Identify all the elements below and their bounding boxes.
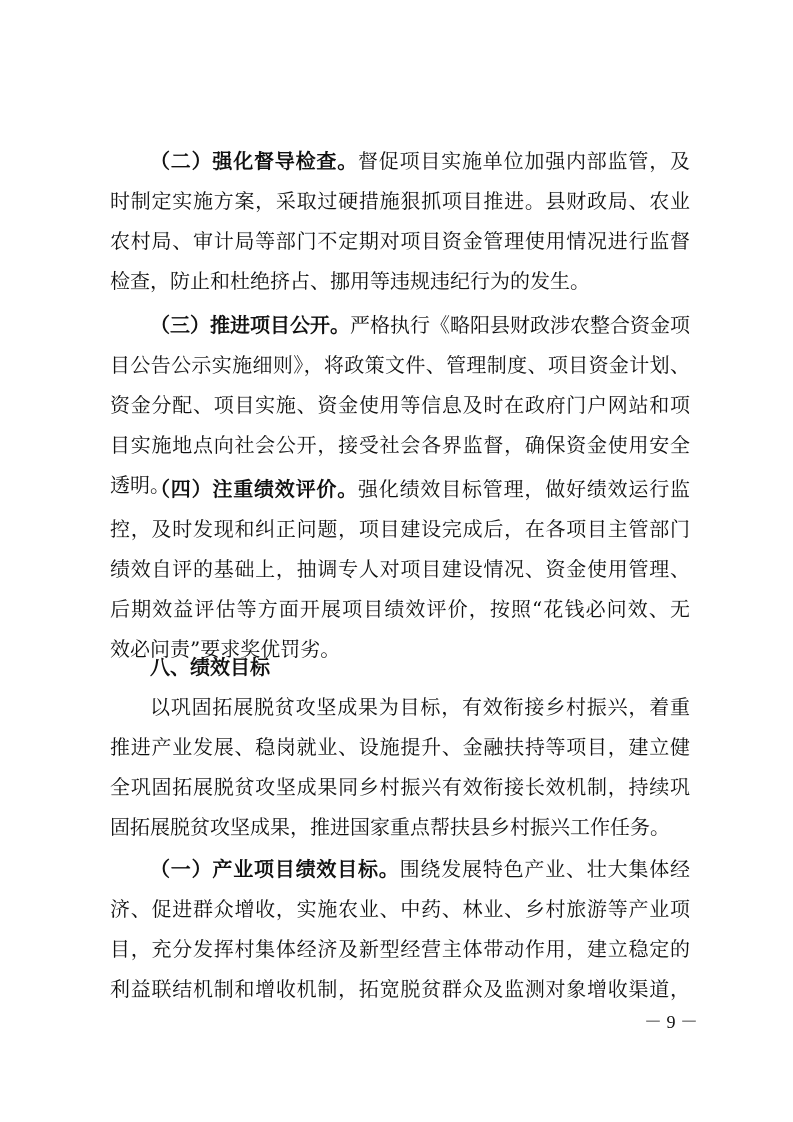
paragraph-line (150, 850, 690, 888)
paragraph-line: 推进产业发展、稳岗就业、设施提升、金融扶持等项目，建立健 (110, 735, 690, 759)
section-heading: 八、绩效目标 (150, 655, 270, 679)
paragraph-line: 以巩固拓展脱贫攻坚成果为目标，有效衔接乡村振兴，着重 (150, 695, 690, 719)
paragraph-lead: （二）强化督导检查。 (150, 149, 358, 173)
paragraph-line: 透明。 (110, 473, 170, 497)
page-number: － 9 － (644, 1012, 698, 1032)
paragraph-lead: （三）推进项目公开。 (150, 313, 350, 337)
paragraph-line: 济、促进群众增收，实施农业、中药、林业、乡村旅游等产业项 (110, 897, 690, 921)
paragraph-text: 强化绩效目标管理，做好绩效运行监 (358, 477, 690, 501)
paragraph-line: 控，及时发现和纠正问题，项目建设完成后，在各项目主管部门 (110, 517, 690, 541)
paragraph-line: 时制定实施方案，采取过硬措施狠抓项目推进。县财政局、农业 (110, 189, 690, 213)
paragraph-line: 后期效益评估等方面开展项目绩效评价，按照“花钱必问效、无 (110, 597, 690, 621)
paragraph-lead: （四）注重绩效评价。 (150, 477, 358, 501)
paragraph-line: 农村局、审计局等部门不定期对项目资金管理使用情况进行监督 (110, 229, 690, 253)
paragraph-text: 围绕发展特色产业、壮大集体经 (399, 857, 691, 881)
paragraph-line: 目公告公示实施细则》，将政策文件、管理制度、项目资金计划、 (110, 353, 690, 377)
paragraph-text: 严格执行《略阳县财政涉农整合资金项 (350, 313, 690, 337)
paragraph-line (150, 470, 690, 508)
paragraph-line: 全巩固拓展脱贫攻坚成果同乡村振兴有效衔接长效机制，持续巩 (110, 775, 690, 799)
paragraph-line: 利益联结机制和增收机制，拓宽脱贫群众及监测对象增收渠道， (110, 977, 690, 1001)
paragraph-lead: （一）产业项目绩效目标。 (150, 857, 400, 881)
paragraph-line: 目，充分发挥村集体经济及新型经营主体带动作用，建立稳定的 (110, 937, 690, 961)
paragraph-line: 绩效自评的基础上，抽调专人对项目建设情况、资金使用管理、 (110, 557, 690, 581)
paragraph-line: 固拓展脱贫攻坚成果，推进国家重点帮扶县乡村振兴工作任务。 (110, 815, 670, 839)
paragraph-line: 效必问责”要求奖优罚劣。 (110, 637, 341, 661)
paragraph-line (150, 142, 690, 180)
paragraph-text: 督促项目实施单位加强内部监管，及 (358, 149, 690, 173)
paragraph-line: 目实施地点向社会公开，接受社会各界监督，确保资金使用安全 (110, 433, 690, 457)
paragraph-line: 检查，防止和杜绝挤占、挪用等违规违纪行为的发生。 (110, 269, 590, 293)
paragraph-line (150, 306, 690, 344)
paragraph-line: 资金分配、项目实施、资金使用等信息及时在政府门户网站和项 (110, 393, 690, 417)
